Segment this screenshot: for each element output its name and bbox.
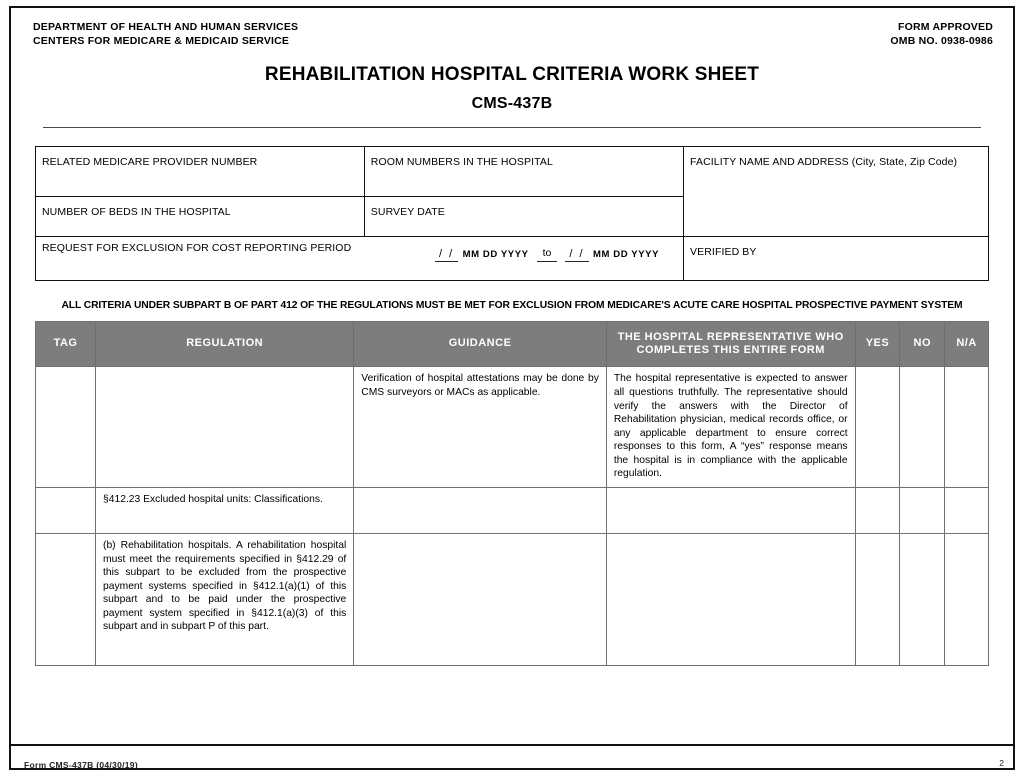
cell-tag[interactable] — [36, 487, 96, 533]
provider-number-label: RELATED MEDICARE PROVIDER NUMBER — [42, 156, 258, 169]
date-from-caption: MM DD YYYY — [462, 249, 529, 261]
guidance-text: Verification of hospital attestations may be done by CMS surveyors or MACs as applicable. — [361, 373, 599, 398]
column-header-regulation: REGULATION — [96, 322, 354, 367]
cell-regulation[interactable] — [96, 487, 354, 533]
facility-name-address-field[interactable] — [684, 147, 989, 237]
cell-na-checkbox[interactable] — [945, 367, 989, 488]
agency-block — [33, 20, 298, 48]
regulation-text: (b) Rehabilitation hospitals. A rehabilitation hospital must meet the requirements specified in §412.29 of this subpart to be excluded from the prospective payment systems specified in §412.1(a)(1) of this subpart and to be paid under the prospective payment system specified in §412.1(a)(3) of this subpart and in subpart P of this part. — [103, 539, 347, 633]
cell-no-checkbox[interactable] — [900, 487, 945, 533]
provider-number-field[interactable] — [36, 147, 365, 197]
form-footer-id: Form CMS-437B (04/30/19) — [24, 760, 138, 770]
cell-no-checkbox[interactable] — [900, 367, 945, 488]
column-header-guidance: GUIDANCE — [354, 322, 607, 367]
document-header — [23, 16, 1001, 48]
column-header-representative: THE HOSPITAL REPRESENTATIVE WHO COMPLETES THIS ENTIRE FORM — [606, 322, 855, 367]
table-row — [36, 487, 989, 533]
beds-count-field[interactable] — [36, 197, 365, 237]
facility-label: FACILITY NAME AND ADDRESS (City, State, Zip Code) — [690, 156, 958, 169]
page-number: 2 — [999, 758, 1004, 768]
regulation-text: §412.23 Excluded hospital units: Classifications. — [103, 493, 323, 505]
survey-date-field[interactable] — [364, 197, 683, 237]
room-numbers-label: ROOM NUMBERS IN THE HOSPITAL — [370, 156, 553, 169]
ident-row-1 — [36, 147, 989, 197]
beds-label: NUMBER OF BEDS IN THE HOSPITAL — [42, 206, 231, 219]
table-row — [36, 367, 989, 488]
cell-na-checkbox[interactable] — [945, 533, 989, 665]
column-header-tag: TAG — [36, 322, 96, 367]
column-header-na: N/A — [945, 322, 989, 367]
exclusion-period-field[interactable] — [36, 237, 684, 281]
agency-line-2: CENTERS FOR MEDICARE & MEDICAID SERVICE — [33, 35, 290, 48]
cell-yes-checkbox[interactable] — [855, 487, 900, 533]
representative-text: The hospital representative is expected to answer all questions truthfully. The representative should verify the answers with the Director of Rehabilitation physician, medical records office, or any applicable department to ensure correct responses to this form, A “yes” response means the hospital is in compliance with the applicable regulation. — [613, 373, 848, 480]
form-approved-label: FORM APPROVED — [898, 21, 993, 33]
date-to-input[interactable]: / / — [565, 248, 588, 262]
column-header-yes: YES — [855, 322, 900, 367]
survey-date-label: SURVEY DATE — [370, 206, 445, 219]
cell-representative[interactable] — [606, 533, 855, 665]
omb-number: OMB NO. 0938-0986 — [890, 35, 993, 48]
cost-reporting-period-dates[interactable] — [435, 244, 659, 262]
page-content — [11, 8, 1013, 768]
cell-yes-checkbox[interactable] — [855, 533, 900, 665]
date-range-separator: to — [537, 247, 558, 262]
criteria-table — [35, 321, 989, 666]
date-from[interactable] — [435, 244, 529, 262]
ident-row-3 — [36, 237, 989, 281]
date-to-caption: MM DD YYYY — [593, 249, 660, 261]
cell-no-checkbox[interactable] — [900, 533, 945, 665]
room-numbers-field[interactable] — [364, 147, 683, 197]
verified-by-field[interactable] — [684, 237, 989, 281]
identification-table — [35, 146, 989, 281]
omb-block — [890, 20, 993, 48]
column-header-no: NO — [900, 322, 945, 367]
footer-divider — [11, 744, 1013, 746]
agency-line-1: DEPARTMENT OF HEALTH AND HUMAN SERVICES — [33, 21, 299, 33]
cell-guidance[interactable] — [354, 367, 607, 488]
title-block — [23, 64, 1001, 113]
verified-by-label: VERIFIED BY — [690, 246, 757, 259]
exclusion-period-label: REQUEST FOR EXCLUSION FOR COST REPORTING PERIOD — [42, 242, 352, 255]
title-divider — [43, 127, 981, 128]
cell-representative[interactable] — [606, 367, 855, 488]
criteria-notice: ALL CRITERIA UNDER SUBPART B OF PART 412 OF THE REGULATIONS MUST BE MET FOR EXCLUSION FROM MEDICARE'S ACUTE CARE HOSPITAL PROSPECTIVE PAYMENT SYSTEM — [61, 300, 963, 312]
cell-guidance[interactable] — [354, 487, 607, 533]
page-title: REHABILITATION HOSPITAL CRITERIA WORK SHEET — [264, 64, 760, 86]
cell-yes-checkbox[interactable] — [855, 367, 900, 488]
cell-guidance[interactable] — [354, 533, 607, 665]
cell-tag[interactable] — [36, 367, 96, 488]
form-number: CMS-437B — [471, 95, 553, 113]
date-to-segment[interactable] — [565, 244, 659, 262]
criteria-header-row — [36, 322, 989, 367]
cell-regulation[interactable] — [96, 533, 354, 665]
date-from-input[interactable]: / / — [435, 248, 458, 262]
cell-tag[interactable] — [36, 533, 96, 665]
cell-representative[interactable] — [606, 487, 855, 533]
cell-regulation[interactable] — [96, 367, 354, 488]
table-row — [36, 533, 989, 665]
cell-na-checkbox[interactable] — [945, 487, 989, 533]
